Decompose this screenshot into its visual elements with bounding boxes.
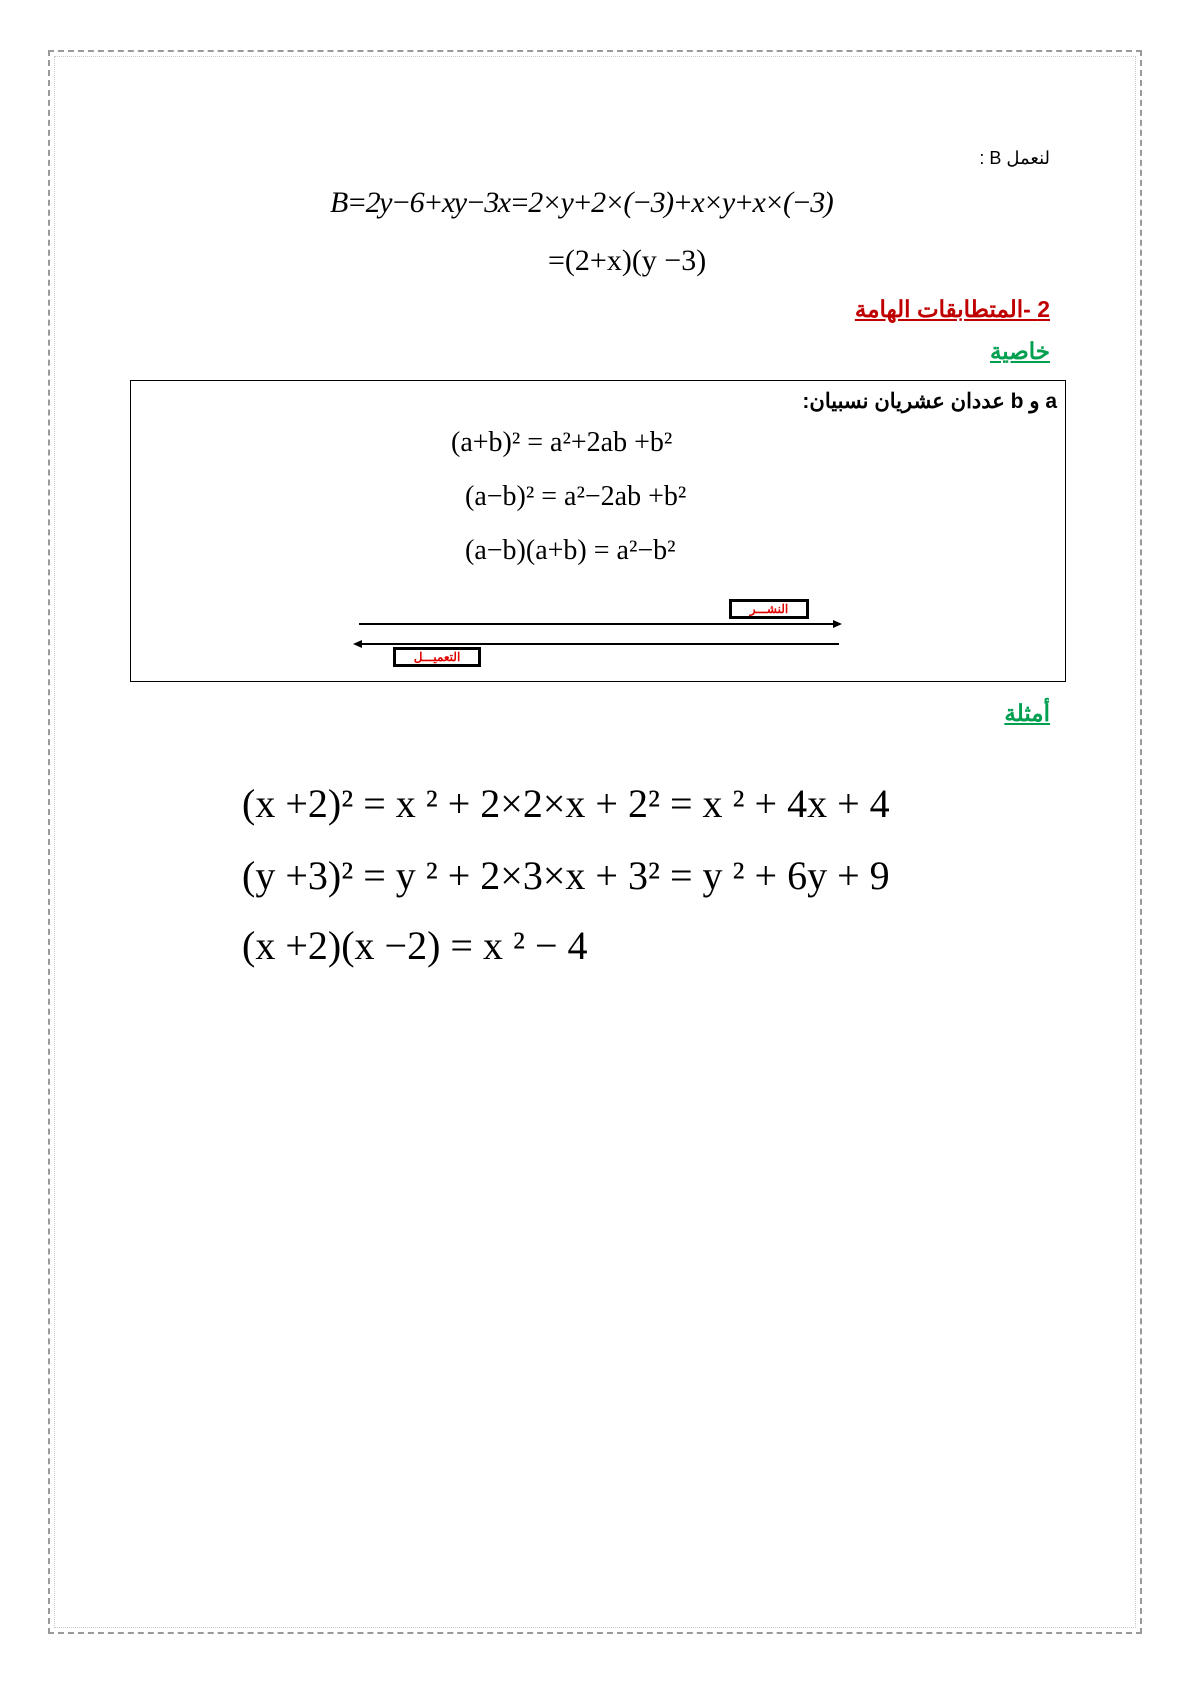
- page-inner-border: [54, 56, 1136, 1628]
- section-title: 2 -المتطابقات الهامة: [854, 296, 1050, 322]
- examples-title: أمثلة: [1004, 700, 1050, 726]
- factorization-line-1: B=2y−6+xy−3x=2×y+2×(−3)+x×y+x×(−3): [330, 186, 833, 219]
- expand-label: النشـــر: [729, 599, 809, 619]
- example-line-3: (x +2)(x −2) = x ² − 4: [242, 923, 588, 968]
- example-line-1: (x +2)² = x ² + 2×2×x + 2² = x ² + 4x + 4: [242, 781, 890, 826]
- factor-arrow-head-icon: [353, 640, 362, 648]
- expand-arrow: [359, 623, 837, 625]
- example-line-2: (y +3)² = y ² + 2×3×x + 3² = y ² + 6y + 9: [242, 853, 890, 898]
- expand-arrow-head-icon: [833, 620, 842, 628]
- factor-arrow: [361, 643, 839, 645]
- property-title: خاصية: [989, 338, 1050, 364]
- factorization-line-2: =(2+x)(y −3): [548, 244, 707, 277]
- identity-square-difference: (a−b)² = a²−2ab +b²: [465, 481, 687, 512]
- intro-text: لنعمل B :: [979, 148, 1050, 168]
- property-statement: a و b عددان عشريان نسبيان:: [802, 390, 1057, 413]
- identity-difference-of-squares: (a−b)(a+b) = a²−b²: [465, 535, 676, 566]
- property-box: [130, 380, 1066, 682]
- factor-label: التعميـــل: [393, 647, 481, 667]
- identity-square-sum: (a+b)² = a²+2ab +b²: [451, 427, 673, 458]
